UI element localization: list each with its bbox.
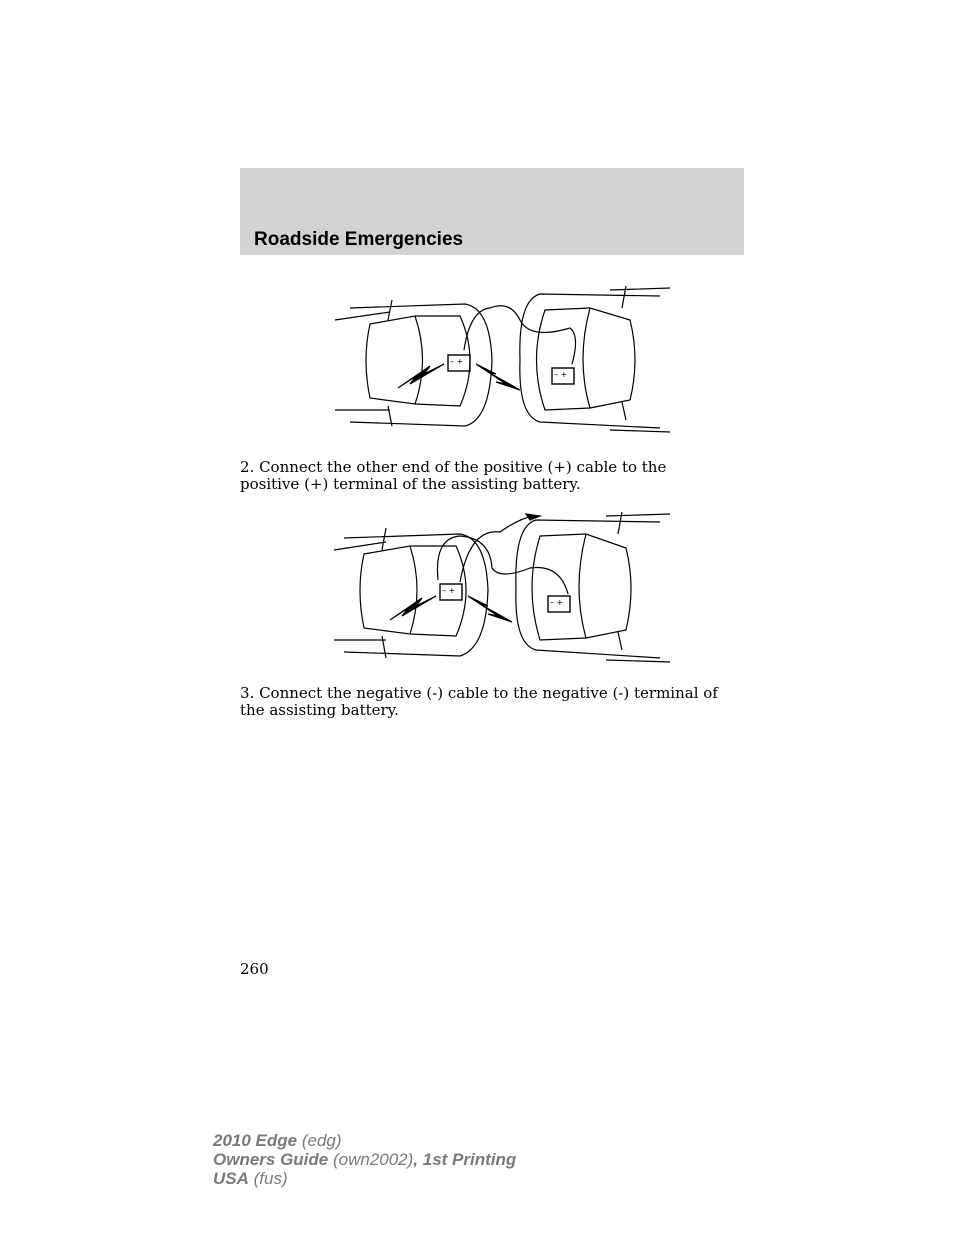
footer-line-1: 2010 Edge (edg) bbox=[213, 1131, 342, 1150]
disabled-vehicle bbox=[335, 300, 492, 426]
section-header-band bbox=[240, 168, 744, 255]
assisting-battery-terminals: – + bbox=[550, 598, 564, 607]
footer-line-3: USA (fus) bbox=[213, 1169, 288, 1188]
page-number: 260 bbox=[240, 960, 269, 978]
assisting-vehicle bbox=[520, 286, 670, 432]
section-title: Roadside Emergencies bbox=[254, 229, 464, 250]
step-2-text: 2. Connect the other end of the positive (+) cable to the positive (+) terminal of the assisting battery. bbox=[240, 458, 667, 493]
jump-start-diagram-2 bbox=[330, 508, 670, 672]
assisting-battery-terminals: – + bbox=[554, 370, 568, 379]
disabled-battery-terminals: – + bbox=[450, 357, 464, 366]
assisting-vehicle bbox=[516, 512, 670, 662]
footer-line-2: Owners Guide (own2002), 1st Printing bbox=[213, 1150, 517, 1169]
jump-start-diagram-1 bbox=[330, 280, 670, 440]
step-3-text: 3. Connect the negative (-) cable to the negative (-) terminal of the assisting battery. bbox=[240, 684, 718, 719]
disabled-vehicle bbox=[334, 528, 488, 658]
disabled-battery-terminals: – + bbox=[442, 586, 456, 595]
document-footer bbox=[213, 1131, 516, 1188]
